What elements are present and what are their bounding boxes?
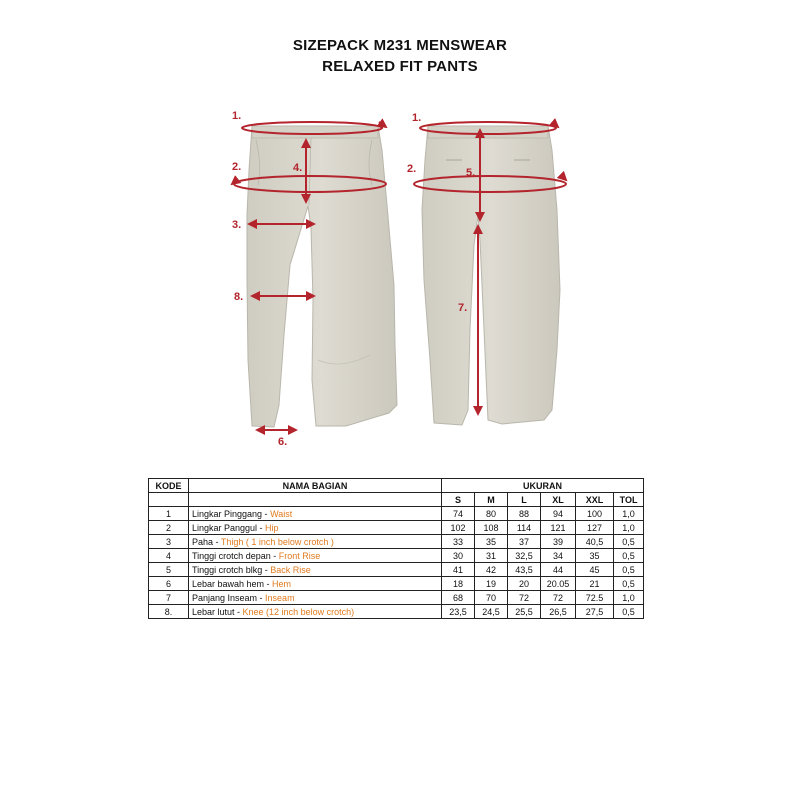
- cell-l: 20: [508, 577, 541, 591]
- cell-xl: 20.05: [541, 577, 576, 591]
- row-name-id: Paha -: [192, 536, 221, 547]
- row-name: [189, 577, 442, 591]
- cell-xl: 39: [541, 535, 576, 549]
- table-row: [149, 549, 644, 563]
- row-code: 2: [149, 521, 189, 535]
- row-code: 3: [149, 535, 189, 549]
- page-title-line-2: RELAXED FIT PANTS: [322, 58, 478, 75]
- row-name-en: Knee (12 inch below crotch): [242, 606, 355, 617]
- cell-l: 72: [508, 591, 541, 605]
- header-size-xxl: XXL: [576, 493, 614, 507]
- cell-xl: 94: [541, 507, 576, 521]
- cell-xl: 26,5: [541, 605, 576, 619]
- row-name-id: Lingkar Panggul -: [192, 522, 266, 533]
- row-name-en: Thigh ( 1 inch below crotch ): [220, 536, 334, 547]
- cell-tol: 0,5: [614, 577, 644, 591]
- header-size: UKURAN: [442, 479, 644, 493]
- header-size-xl: XL: [541, 493, 576, 507]
- cell-xl: 44: [541, 563, 576, 577]
- label-front-waist: 1.: [232, 110, 242, 122]
- table-row: [149, 605, 644, 619]
- label-back-hip: 2.: [407, 163, 417, 175]
- cell-tol: 0,5: [614, 535, 644, 549]
- cell-m: 70: [475, 591, 508, 605]
- row-name: [189, 507, 442, 521]
- cell-xxl: 40,5: [576, 535, 614, 549]
- header-blank-code: [149, 493, 189, 507]
- cell-l: 88: [508, 507, 541, 521]
- page-title-line-1: SIZEPACK M231 MENSWEAR: [292, 37, 508, 54]
- row-name: [189, 535, 442, 549]
- label-hem: 6.: [278, 436, 288, 448]
- row-name: [189, 521, 442, 535]
- cell-tol: 1,0: [614, 591, 644, 605]
- table-row: [149, 577, 644, 591]
- cell-s: 18: [442, 577, 475, 591]
- label-front-rise: 4.: [293, 162, 303, 174]
- size-chart-table: [148, 478, 644, 619]
- cell-m: 42: [475, 563, 508, 577]
- row-name-id: Tinggi crotch blkg -: [192, 564, 271, 575]
- row-code: 5: [149, 563, 189, 577]
- cell-xl: 121: [541, 521, 576, 535]
- cell-xxl: 35: [576, 549, 614, 563]
- cell-tol: 1,0: [614, 521, 644, 535]
- back-pants-image: [422, 126, 560, 425]
- row-name: [189, 591, 442, 605]
- row-name-id: Panjang Inseam -: [192, 592, 266, 603]
- table-size-row: [149, 493, 644, 507]
- header-tolerance: TOL: [614, 493, 644, 507]
- row-name-id: Lingkar Pinggang -: [192, 508, 271, 519]
- cell-xxl: 27,5: [576, 605, 614, 619]
- header-size-s: S: [442, 493, 475, 507]
- label-back-waist: 1.: [412, 112, 422, 124]
- row-name-en: Hem: [272, 578, 292, 589]
- cell-m: 19: [475, 577, 508, 591]
- row-name-en: Inseam: [265, 592, 295, 603]
- cell-xxl: 72.5: [576, 591, 614, 605]
- table-row: [149, 563, 644, 577]
- table-header-row: [149, 479, 644, 493]
- table-row: [149, 507, 644, 521]
- row-code: 7: [149, 591, 189, 605]
- row-name: [189, 605, 442, 619]
- row-code: 1: [149, 507, 189, 521]
- row-name-en: Hip: [265, 522, 279, 533]
- cell-tol: 0,5: [614, 605, 644, 619]
- header-blank-name: [189, 493, 442, 507]
- cell-m: 31: [475, 549, 508, 563]
- header-size-m: M: [475, 493, 508, 507]
- row-name-en: Front Rise: [278, 550, 321, 561]
- cell-m: 80: [475, 507, 508, 521]
- table-row: [149, 535, 644, 549]
- cell-l: 43,5: [508, 563, 541, 577]
- row-name-id: Lebar bawah hem -: [192, 578, 273, 589]
- row-code: 6: [149, 577, 189, 591]
- cell-s: 23,5: [442, 605, 475, 619]
- cell-l: 25,5: [508, 605, 541, 619]
- row-code: 4: [149, 549, 189, 563]
- front-pants-image: [247, 126, 397, 427]
- row-name: [189, 563, 442, 577]
- table-row: [149, 591, 644, 605]
- row-name-en: Back Rise: [270, 564, 311, 575]
- cell-l: 114: [508, 521, 541, 535]
- cell-tol: 1,0: [614, 507, 644, 521]
- label-back-rise: 5.: [466, 167, 476, 179]
- cell-xxl: 21: [576, 577, 614, 591]
- cell-tol: 0,5: [614, 563, 644, 577]
- cell-s: 102: [442, 521, 475, 535]
- cell-s: 68: [442, 591, 475, 605]
- header-size-l: L: [508, 493, 541, 507]
- cell-tol: 0,5: [614, 549, 644, 563]
- row-name-en: Waist: [270, 508, 293, 519]
- cell-l: 32,5: [508, 549, 541, 563]
- row-code: 8.: [149, 605, 189, 619]
- header-code: KODE: [149, 479, 189, 493]
- cell-s: 41: [442, 563, 475, 577]
- cell-m: 24,5: [475, 605, 508, 619]
- cell-s: 33: [442, 535, 475, 549]
- cell-xl: 72: [541, 591, 576, 605]
- cell-xxl: 45: [576, 563, 614, 577]
- row-name: [189, 549, 442, 563]
- row-name-id: Lebar lutut -: [192, 606, 243, 617]
- cell-s: 74: [442, 507, 475, 521]
- label-knee: 8.: [234, 291, 244, 303]
- cell-m: 108: [475, 521, 508, 535]
- table-row: [149, 521, 644, 535]
- row-name-id: Tinggi crotch depan -: [192, 550, 279, 561]
- cell-xxl: 100: [576, 507, 614, 521]
- cell-xxl: 127: [576, 521, 614, 535]
- cell-m: 35: [475, 535, 508, 549]
- label-front-hip: 2.: [232, 161, 242, 173]
- label-thigh: 3.: [232, 219, 242, 231]
- label-inseam: 7.: [458, 302, 468, 314]
- cell-s: 30: [442, 549, 475, 563]
- cell-l: 37: [508, 535, 541, 549]
- cell-xl: 34: [541, 549, 576, 563]
- header-name: NAMA BAGIAN: [189, 479, 442, 493]
